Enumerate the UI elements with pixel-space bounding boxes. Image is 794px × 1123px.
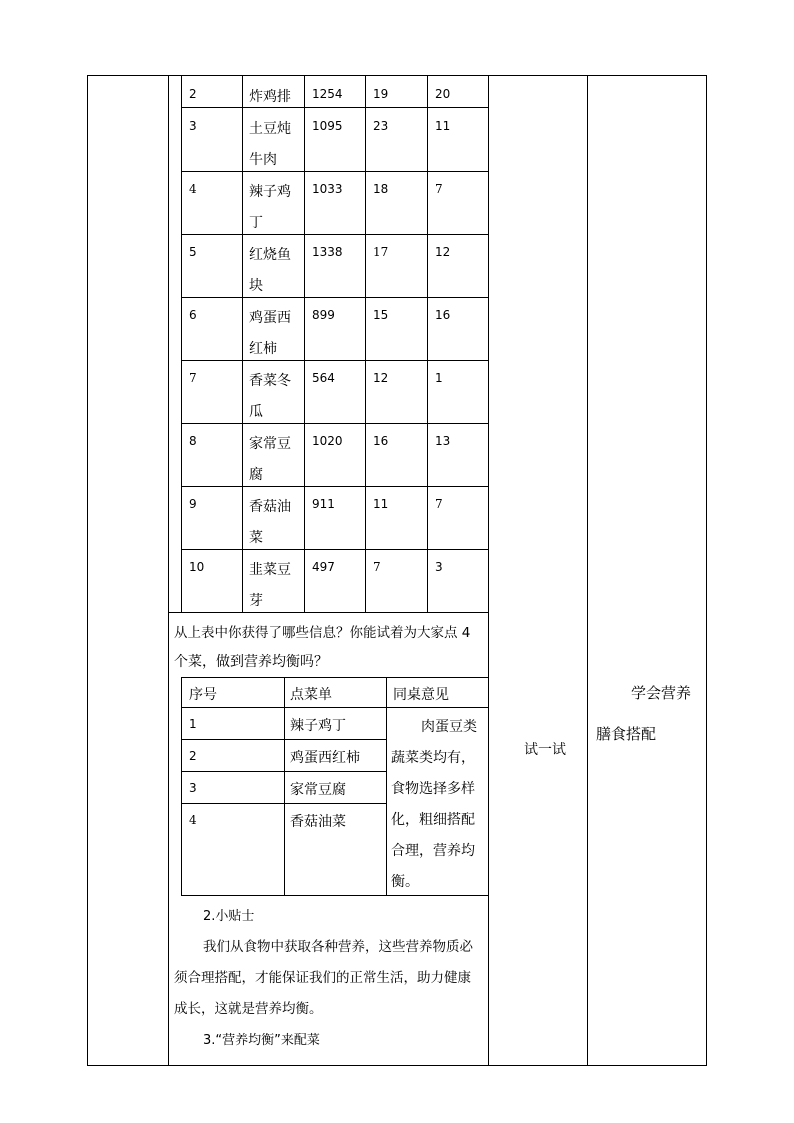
opinion-line: 合理，营养均 [391,843,475,859]
dish-row-number: 10 [189,560,205,574]
dish-row-number: 3 [189,119,197,133]
dish-value-3: 1 [435,371,443,385]
dish-row-number: 7 [189,371,197,385]
dish-value-3: 7 [435,497,443,511]
dish-name: 韭菜豆 [249,562,291,578]
order-row-number: 3 [189,781,197,795]
question-line-1: 从上表中你获得了哪些信息？你能试着为大家点 4 [174,625,471,641]
order-dish: 家常豆腐 [290,782,346,798]
dish-value-1: 1254 [312,87,343,101]
order-row-number: 4 [189,813,197,827]
dish-value-1: 1020 [312,434,343,448]
dish-name: 家常豆 [249,436,291,452]
dish-name-cont: 丁 [249,215,263,231]
order-dish: 辣子鸡丁 [290,718,346,734]
dish-value-3: 16 [435,308,451,322]
order-header-dish: 点菜单 [290,687,332,703]
dish-value-2: 19 [373,87,389,101]
tips-line-1: 我们从食物中获取各种营养，这些营养物质必 [203,939,473,955]
column-divider-goal [587,75,588,1066]
dish-value-1: 497 [312,560,335,574]
dish-value-2: 23 [373,119,389,133]
dish-value-3: 7 [435,182,443,196]
dish-value-2: 18 [373,182,389,196]
opinion-line: 化，粗细搭配 [391,812,475,828]
dish-value-3: 13 [435,434,451,448]
order-row-number: 2 [189,749,197,763]
dish-row-number: 6 [189,308,197,322]
dish-row-number: 4 [189,182,197,196]
column-divider-left [168,75,169,1066]
dish-value-3: 11 [435,119,451,133]
dish-value-3: 3 [435,560,443,574]
dish-value-1: 564 [312,371,335,385]
opinion-line: 肉蛋豆类 [421,719,477,735]
dish-row-number: 8 [189,434,197,448]
dish-value-3: 12 [435,245,451,259]
dish-value-2: 11 [373,497,389,511]
dish-name: 香菇油 [249,499,291,515]
column-divider-activity [488,75,489,1066]
opinion-line: 衡。 [391,874,419,890]
dish-name-cont: 牛肉 [249,152,277,168]
dish-name: 鸡蛋西 [249,310,291,326]
dish-value-1: 1095 [312,119,343,133]
dish-name-cont: 瓜 [249,404,263,420]
tips-line-2: 须合理搭配，才能保证我们的正常生活，助力健康 [174,970,471,986]
dish-name-cont: 芽 [249,593,263,609]
dish-name-cont: 红柿 [249,341,277,357]
dish-row-number: 2 [189,87,197,101]
dish-value-2: 15 [373,308,389,322]
dish-name: 香菜冬 [249,373,291,389]
dish-row-number: 5 [189,245,197,259]
order-header-number: 序号 [189,687,217,703]
goal-line-1: 学会营养 [631,684,692,702]
dish-name: 土豆炖 [249,121,291,137]
dish-name-cont: 菜 [249,530,263,546]
order-header-opinion: 同桌意见 [393,687,449,703]
dish-row-number: 9 [189,497,197,511]
tips-line-3: 成长，这就是营养均衡。 [174,1001,323,1017]
dish-name-cont: 腐 [249,467,263,483]
dish-value-2: 12 [373,371,389,385]
dish-name: 炸鸡排 [249,89,291,105]
dish-value-2: 7 [373,560,381,574]
opinion-line: 食物选择多样 [391,781,475,797]
dish-value-1: 899 [312,308,335,322]
dish-name: 红烧鱼 [249,247,291,263]
dish-name: 辣子鸡 [249,184,291,200]
dish-name-cont: 块 [249,278,263,294]
tips-heading: 2.小贴士 [203,909,255,924]
dish-value-1: 1338 [312,245,343,259]
dish-value-1: 1033 [312,182,343,196]
dish-value-3: 20 [435,87,451,101]
order-row-number: 1 [189,717,197,731]
order-dish: 鸡蛋西红柿 [290,750,360,766]
goal-line-2: 膳食搭配 [596,725,657,743]
section-3-heading: 3.“营养均衡”来配菜 [203,1033,320,1048]
order-dish: 香菇油菜 [290,814,346,830]
question-line-2: 个菜，做到营养均衡吗？ [174,654,328,670]
opinion-line: 蔬菜类均有， [391,750,475,766]
dish-value-2: 16 [373,434,389,448]
dish-value-1: 911 [312,497,335,511]
dish-value-2: 17 [373,245,389,259]
lesson-plan-frame [87,75,707,1066]
activity-label: 试一试 [524,742,566,758]
